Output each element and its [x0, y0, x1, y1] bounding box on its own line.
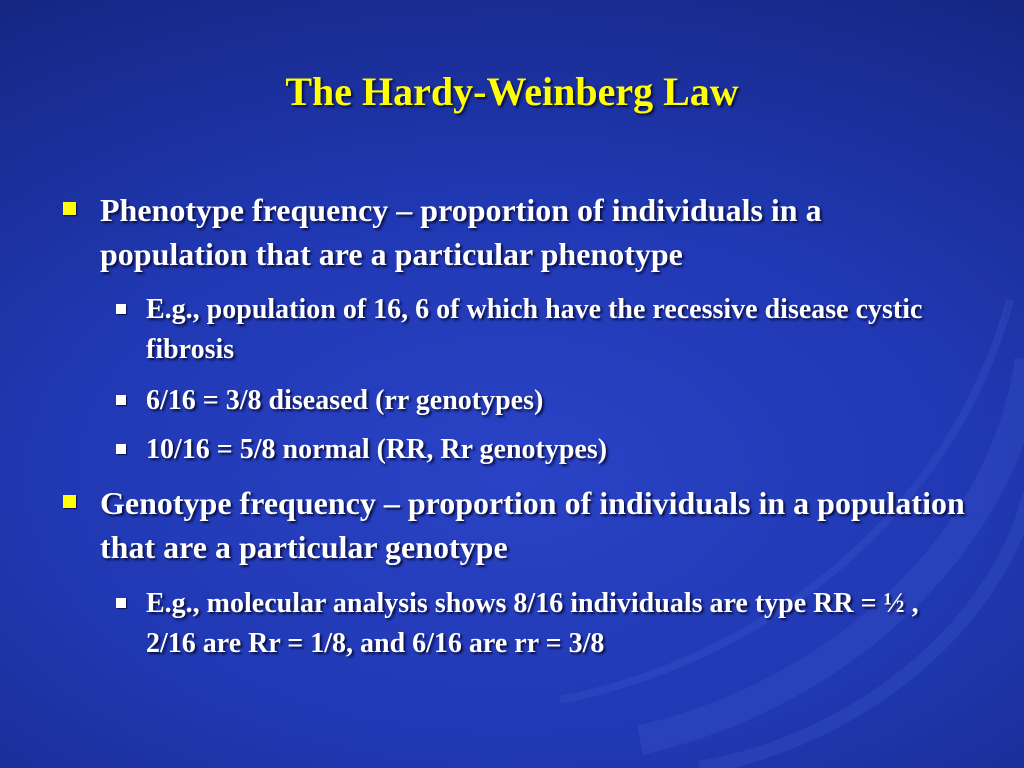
subbullet-diseased-ratio: [146, 381, 966, 421]
subbullet-text: E.g., molecular analysis shows 8/16 individuals are type RR = ½ , 2/16 are Rr = 1/8, and 6/16 are rr = 3/8: [146, 588, 919, 659]
subbullet-population-example: [146, 290, 966, 370]
square-bullet-icon: [116, 598, 126, 608]
square-bullet-icon: [63, 495, 76, 508]
square-bullet-icon: [116, 395, 126, 405]
subbullet-normal-ratio: [146, 430, 966, 470]
subbullet-text: E.g., population of 16, 6 of which have the recessive disease cystic fibrosis: [146, 294, 923, 365]
slide-title: The Hardy-Weinberg Law: [285, 69, 739, 114]
subbullet-text: 6/16 = 3/8 diseased (rr genotypes): [146, 385, 544, 416]
subbullet-text: 10/16 = 5/8 normal (RR, Rr genotypes): [146, 434, 608, 465]
square-bullet-icon: [116, 304, 126, 314]
bullet-text: Genotype frequency – proportion of individuals in a population that are a particular genotype: [100, 485, 965, 565]
square-bullet-icon: [63, 202, 76, 215]
bullet-genotype-frequency: [100, 481, 970, 569]
bullet-text: Phenotype frequency – proportion of individuals in a population that are a particular phenotype: [100, 192, 822, 272]
subbullet-molecular-analysis: [146, 584, 966, 664]
square-bullet-icon: [116, 444, 126, 454]
bullet-phenotype-frequency: [100, 188, 970, 276]
